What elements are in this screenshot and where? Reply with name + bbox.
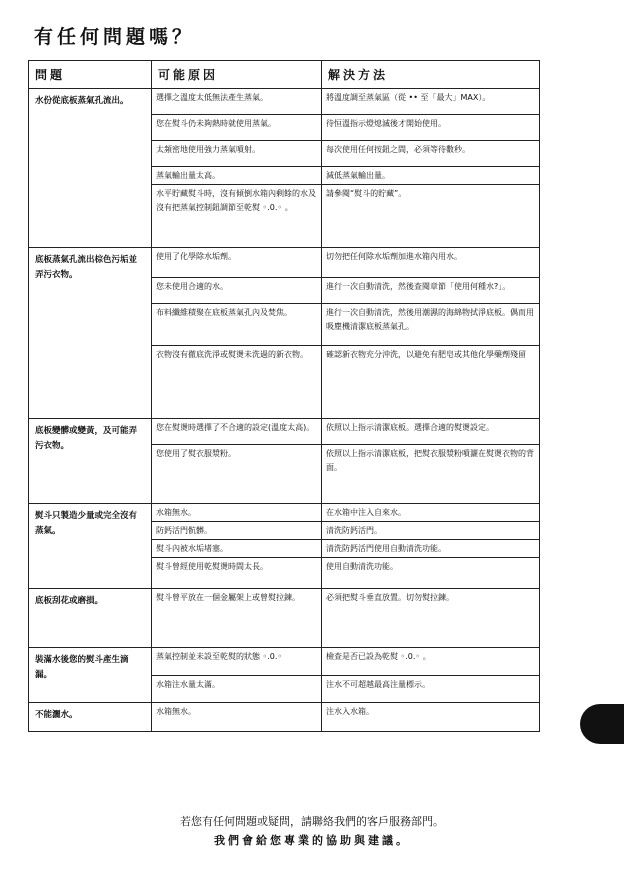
solution-text: 將溫度調至蒸氣區（從 •• 至「最大」MAX）。 [322,89,539,115]
cause-text: 您在熨斗仍未夠熱時就使用蒸氣。 [152,115,321,141]
solution-text: 清洗防鈣活門使用自動清洗功能。 [322,540,539,558]
solution-text: 減低蒸氣輸出量。 [322,167,539,185]
header-solution: 解決方法 [322,61,540,89]
problem-cell: 底板刮花或磨損。 [29,589,152,648]
solution-text: 檢查是否已設為乾熨 ◦.0.◦ 。 [322,648,539,676]
table-row [29,89,540,248]
table-row [29,648,540,703]
cause-text: 蒸氣控制並未設至乾熨的狀態 ◦.0.◦ [152,648,321,676]
footer-contact-text: 若您有任何問題或疑問，請聯絡我們的客戶服務部門。 [180,815,444,828]
solution-text: 依照以上指示清潔底板，把熨衣服漿粉噴灑在熨燙衣物的背面。 [326,449,534,472]
cause-text: 熨斗曾經使用乾熨燙時間太長。 [156,562,268,571]
cause-text: 衣物沒有徹底洗淨或熨燙未洗過的新衣物。 [156,350,308,359]
solution-text: 在水箱中注入自來水。 [322,504,539,522]
problem-cell: 底板蒸氣孔流出棕色污垢並弄污衣物。 [29,248,152,419]
cause-text: 蒸氣輸出量太高。 [152,167,321,185]
cause-text: 防鈣活門骯髒。 [152,522,321,540]
cause-text: 水平貯藏熨斗時，沒有傾倒水箱內剩餘的水及沒有把蒸氣控制鈕調節至乾熨 ◦.0.◦ 。 [156,189,316,212]
solution-cell [322,589,540,648]
cause-text: 您在熨燙時選擇了不合適的設定(溫度太高)。 [152,419,321,445]
table-row [29,703,540,732]
solution-text: 進行一次自動清洗，然後查閱章節「使用何種水?」。 [322,278,539,304]
solution-text: 注水不可超越最高注量標示。 [326,680,430,689]
cause-text: 水箱注水量太滿。 [156,680,220,689]
cause-cell [152,589,322,648]
cause-text: 水箱無水。 [152,504,321,522]
solution-text: 切勿把任何除水垢劑加進水箱內用水。 [322,248,539,278]
problem-cell: 底板變髒或變黃，及可能弄污衣物。 [29,419,152,504]
cause-text: 熨斗曾平放在一個金屬架上或曾熨拉鍊。 [156,593,300,602]
cause-text: 選擇之溫度太低無法產生蒸氣。 [152,89,321,115]
solution-text: 清洗防鈣活門。 [322,522,539,540]
problem-cell: 熨斗只製造少量或完全沒有蒸氣。 [29,504,152,589]
solution-text: 依照以上指示清潔底板。選擇合適的熨燙設定。 [322,419,539,445]
solution-cell [322,89,540,248]
solution-cell [322,703,540,732]
table-row [29,589,540,648]
solution-text: 待恒溫指示燈熄滅後才開始使用。 [322,115,539,141]
cause-cell [152,504,322,589]
solution-text: 確認新衣物充分沖洗，以避免有肥皂或其他化學藥劑殘留 [326,350,526,359]
footer-advice-text: 我們會給您專業的協助與建議。 [214,834,410,847]
cause-cell [152,419,322,504]
solution-cell [322,419,540,504]
page-title: 有任何問題嗎？ [34,26,196,48]
page-tab-marker [580,704,624,744]
cause-text: 使用了化學除水垢劑。 [152,248,321,278]
header-problem: 問題 [29,61,152,89]
solution-cell [322,248,540,419]
problem-cell: 裝滿水後您的熨斗產生滴漏。 [29,648,152,703]
cause-cell [152,648,322,703]
table-row [29,504,540,589]
cause-text: 水箱無水。 [156,707,196,716]
table-header-row [29,61,540,89]
cause-text: 您未使用合適的水。 [152,278,321,304]
cause-cell [152,89,322,248]
header-cause: 可能原因 [152,61,322,89]
problem-cell: 不能灑水。 [29,703,152,732]
table-row [29,248,540,419]
solution-cell [322,648,540,703]
solution-text: 必須把熨斗垂直放置。切勿熨拉鍊。 [326,593,454,602]
cause-text: 熨斗內被水垢堵塞。 [152,540,321,558]
solution-text: 請參閱“熨斗的貯藏”。 [326,189,407,198]
table-row [29,419,540,504]
cause-cell [152,703,322,732]
cause-text: 太頻密地使用強力蒸氣噴射。 [152,141,321,167]
problem-cell: 水份從底板蒸氣孔流出。 [29,89,152,248]
cause-text: 布料纖維積聚在底板蒸氣孔內及焚焦。 [152,304,321,346]
solution-text: 使用自動清洗功能。 [326,562,398,571]
cause-text: 您使用了熨衣服漿粉。 [156,449,236,458]
solution-text: 每次使用任何按鈕之間，必須等待數秒。 [322,141,539,167]
cause-cell [152,248,322,419]
troubleshooting-table [28,60,540,732]
solution-text: 注水入水箱。 [326,707,374,716]
solution-text: 進行一次自動清洗，然後用潮濕的海綿物拭淨底板。偶而用吸塵機清潔底板蒸氣孔。 [322,304,539,346]
solution-cell [322,504,540,589]
